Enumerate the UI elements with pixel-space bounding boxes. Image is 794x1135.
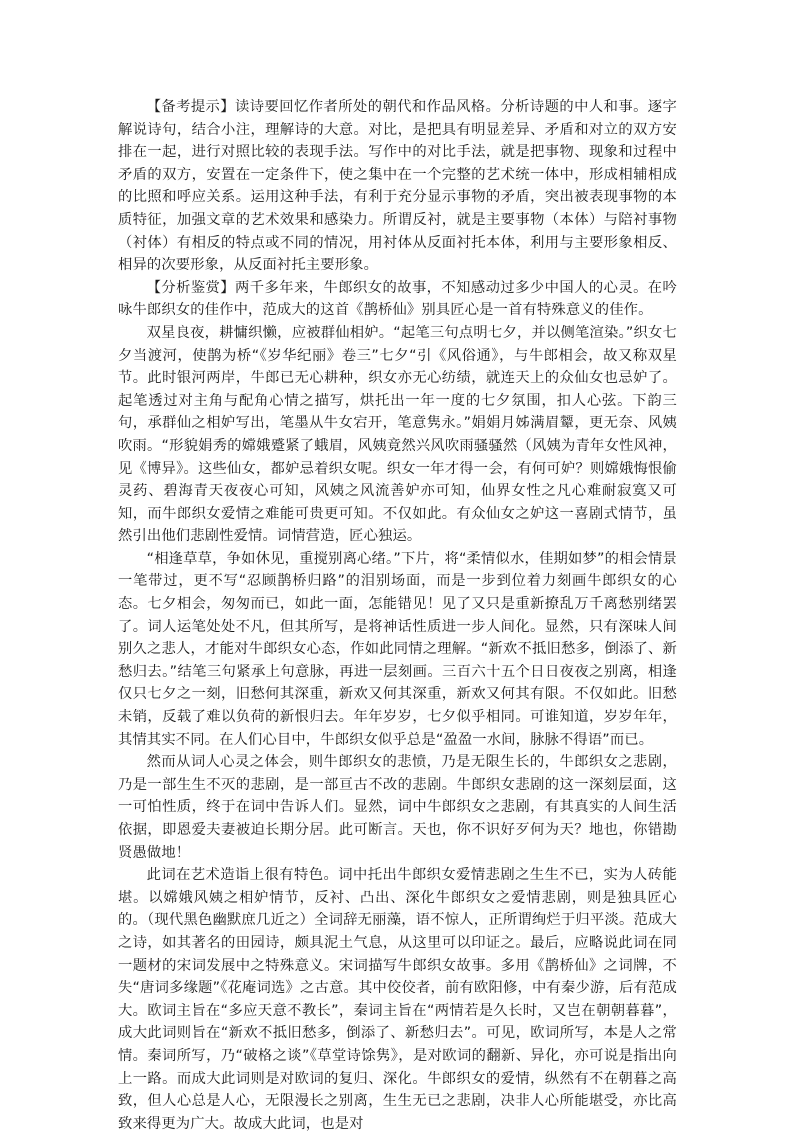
paragraph-text: 两千多年来，牛郎织女的故事，不知感动过多少中国人的心灵。在吟咏牛郎织女的佳作中，范成大的这首《鹊桥仙》别具匠心是一首有特殊意义的佳作。 (118, 279, 677, 319)
document-body (118, 96, 677, 1135)
paragraph-analysis-intro (118, 277, 677, 322)
paragraph-upper-stanza (118, 322, 677, 548)
paragraph-exam-tip (118, 96, 677, 277)
paragraph-lower-stanza (118, 548, 677, 751)
paragraph-text: 双星良夜，耕慵织懒，应被群仙相妒。“起笔三句点明七夕，并以侧笔渲染。”织女七夕当渡河，使鹊为桥“《岁华纪丽》卷三”七夕“引《风俗通》，与牛郎相会，故又称双星节。此时银河两岸，牛郎已无心耕种，织女亦无心纺绩，就连天上的众仙女也忌妒了。起笔透过对主角与配角心情之描写，烘托出一年一度的七夕氛围，扣人心弦。下韵三句，承群仙之相妒写出，笔墨从牛女宕开，笔意隽永。”娟娟月姊满眉颦，更无奈、风姨吹雨。“形貌娟秀的嫦娥蹙紧了蛾眉，风姨竟然兴风吹雨骚骚然（风姨为青年女性风神，见《博异》。这些仙女，都妒忌着织女呢。织女一年才得一会，有何可妒？则嫦娥悔恨偷灵药、碧海青天夜夜心可知，风姨之风流善妒亦可知，仙界女性之凡心难耐寂寞又可知，而牛郎织女爱情之难能可贵更可知。不仅如此。有众仙女之妒这一喜剧式情节，虽然引出他们悲剧性爱情。词情营造，匠心独运。 (118, 324, 677, 545)
paragraph-text: 此词在艺术造诣上很有特色。词中托出牛郎织女爱情悲剧之生生不已，实为人砖能堪。以嫦娥风姨之相妒情节，反衬、凸出、深化牛郎织女之爱情悲剧，则是独具匠心的。（现代黑色幽默庶几近之）全词辞无丽藻，语不惊人，正所谓绚烂于归平淡。范成大之诗，如其著名的田园诗，颇具泥土气息，从这里可以印证之。最后，应略说此词在同一题材的宋词发展中之特殊意义。宋词描写牛郎织女故事。多用《鹊桥仙》之词牌，不失“唐词多缘题”《花庵词选》之古意。其中佼佼者，前有欧阳修，中有秦少游，后有范成大。欧词主旨在“多应天意不教长”，秦词主旨在“两情若是久长时，又岂在朝朝暮暮”，成大此词则旨在“新欢不抵旧愁多，倒添了、新愁归去”。可见，欧词所写，本是人之常情。秦词所写，乃“破格之谈”《草堂诗馀隽》，是对欧词的翻新、异化，亦可说是指出向上一路。而成大此词则是对欧词的复归、深化。牛郎织女的爱情，纵然有不在朝暮之高致，但人心总是人心，无限漫长之别离，生生无已之悲剧，决非人心所能堪受，亦比高致来得更为广大。故成大此词，也是对 (118, 867, 677, 1132)
paragraph-tragedy (118, 751, 677, 864)
paragraph-text: “相逢草草，争如休见，重搅别离心绪。”下片，将“柔情似水，佳期如梦”的相会情景一笔带过，更不写“忍顾鹊桥归路”的泪别场面，而是一步到位着力刻画牛郎织女的心态。七夕相会，匆匆而已，如此一面，怎能错见！见了又只是重新撩乱万千离愁别绪罢了。词人运笔处处不凡，但其所写，是将神话性质进一步人间化。显然，只有深味人间别久之悲人，才能对牛郎织女心态，作如此同情之理解。“新欢不抵旧愁多，倒添了、新愁归去。”结笔三句紧承上句意脉，再进一层刻画。三百六十五个日日夜夜之别离，相逢仅只七夕之一刻，旧愁何其深重，新欢又何其深重，新欢又何其有限。不仅如此。旧愁未销，反载了难以负荷的新恨归去。年年岁岁，七夕似乎相同。可谁知道，岁岁年年，其情其实不同。在人们心目中，牛郎织女似乎总是“盈盈一水间，脉脉不得语”而已。 (118, 550, 677, 748)
paragraph-label: 【备考提示】 (146, 99, 236, 115)
paragraph-label: 【分析鉴赏】 (146, 279, 236, 296)
paragraph-artistry (118, 864, 677, 1135)
paragraph-text: 读诗要回忆作者所处的朝代和作品风格。分析诗题的中人和事。逐字解说诗句，结合小注，理解诗的大意。对比，是把具有明显差异、矛盾和对立的双方安排在一起，进行对照比较的表现手法。写作中的对比手法，就是把事物、现象和过程中矛盾的双方，安置在一定条件下，使之集中在一个完整的艺术统一体中，形成相辅相成的比照和呼应关系。运用这种手法，有利于充分显示事物的矛盾，突出被表现事物的本质特征，加强文章的艺术效果和感染力。所谓反衬，就是主要事物（本体）与陪衬事物（衬体）有相反的特点或不同的情况，用衬体从反面衬托本体，利用与主要形象相反、相异的次要形象，从反面衬托主要形象。 (118, 99, 677, 274)
paragraph-text: 然而从词人心灵之体会，则牛郎织女的悲愤，乃是无限生长的，牛郎织女之悲剧，乃是一部生生不灭的悲剧，是一部亘古不改的悲剧。牛郎织女悲剧的这一深刻层面，这一可怕性质，终于在词中告诉人们。显然，词中牛郎织女之悲剧，有其真实的人间生活依据，即恩爱夫妻被迫长期分居。此可断言。天也，你不识好歹何为天？地也，你错勘贤愚做地！ (118, 754, 677, 861)
